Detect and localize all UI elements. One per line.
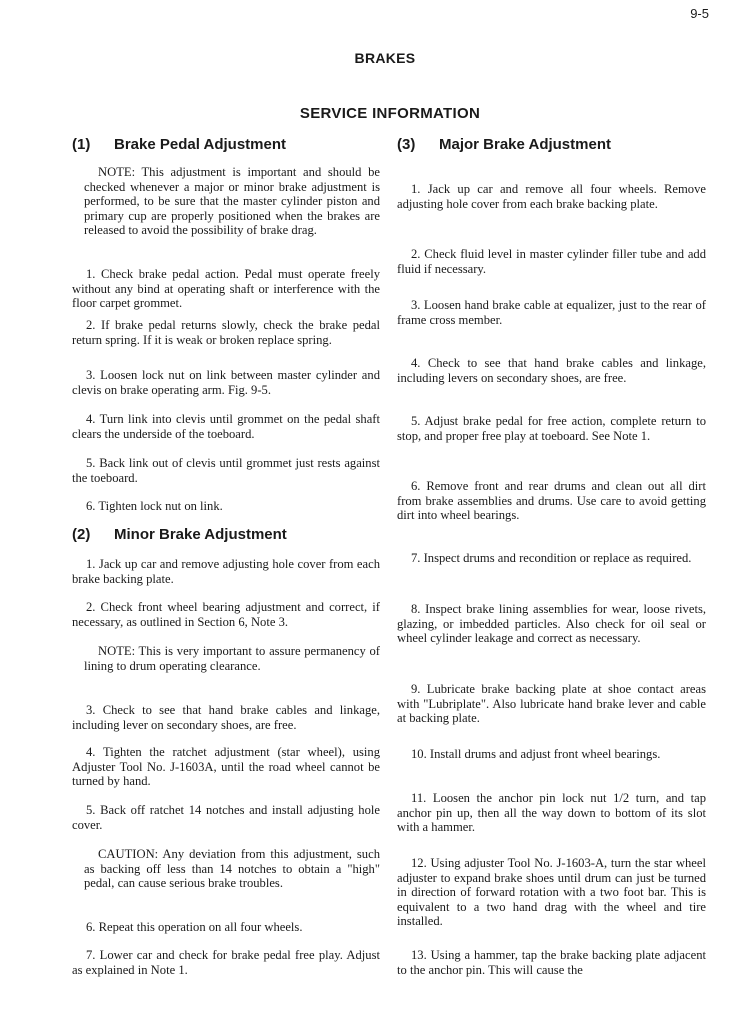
section-heading-major-brake-adjustment [397, 136, 611, 153]
caution-paragraph: CAUTION: Any deviation from this adjustment, such as backing off less than 14 notches to obtain a "high" pedal, can cause serious brake troubles. [84, 847, 380, 891]
step-paragraph: 1. Jack up car and remove adjusting hole cover from each brake backing plate. [72, 557, 380, 586]
step-paragraph: 1. Check brake pedal action. Pedal must operate freely without any bind at operating shaft or interference with the floor carpet grommet. [72, 267, 380, 311]
section-number: (3) [397, 136, 416, 153]
step-paragraph: 3. Loosen lock nut on link between master cylinder and clevis on brake operating arm. Fig. 9-5. [72, 368, 380, 397]
section-number: (2) [72, 526, 91, 543]
step-paragraph: 7. Lower car and check for brake pedal free play. Adjust as explained in Note 1. [72, 948, 380, 977]
step-paragraph: 9. Lubricate brake backing plate at shoe contact areas with "Lubriplate". Also lubricate hand brake lever and cable at backing plate. [397, 682, 706, 726]
step-paragraph: 5. Back link out of clevis until grommet just rests against the toeboard. [72, 456, 380, 485]
step-paragraph: 3. Loosen hand brake cable at equalizer, just to the rear of frame cross member. [397, 298, 706, 327]
step-paragraph: 10. Install drums and adjust front wheel bearings. [411, 747, 661, 761]
step-paragraph: 3. Check to see that hand brake cables and linkage, including lever on secondary shoes, are free. [72, 703, 380, 732]
note-paragraph: NOTE: This adjustment is important and should be checked whenever a major or minor brake adjustment is performed, to be sure that the master cylinder piston and primary cup are properly positioned when the brakes are released to avoid the possibility of brake drag. [84, 165, 380, 238]
step-paragraph: 4. Check to see that hand brake cables and linkage, including levers on secondary shoes, are free. [397, 356, 706, 385]
section-number: (1) [72, 136, 91, 153]
section-heading-text: Major Brake Adjustment [439, 136, 611, 153]
step-paragraph: 8. Inspect brake lining assemblies for wear, loose rivets, glazing, or imbedded particles. Also check for oil seal or wheel cylinder leakage and correct as necessary. [397, 602, 706, 646]
step-paragraph: 7. Inspect drums and recondition or replace as required. [411, 551, 692, 565]
section-title: SERVICE INFORMATION [299, 105, 481, 122]
section-heading-text: Minor Brake Adjustment [114, 526, 287, 543]
step-paragraph: 4. Tighten the ratchet adjustment (star wheel), using Adjuster Tool No. J-1603A, until the road wheel cannot be turned by hand. [72, 745, 380, 789]
section-heading-text: Brake Pedal Adjustment [114, 136, 286, 153]
step-paragraph: 6. Remove front and rear drums and clean out all dirt from brake assemblies and drums. Use care to avoid getting dirt into wheel bearings. [397, 479, 706, 523]
step-paragraph: 11. Loosen the anchor pin lock nut 1/2 turn, and tap anchor pin up, then all the way down to bottom of its slot with a hammer. [397, 791, 706, 835]
step-paragraph: 1. Jack up car and remove all four wheels. Remove adjusting hole cover from each brake backing plate. [397, 182, 706, 211]
step-paragraph: 13. Using a hammer, tap the brake backing plate adjacent to the anchor pin. This will cause the [397, 948, 706, 977]
chapter-title: BRAKES [354, 50, 416, 66]
step-paragraph: 2. Check fluid level in master cylinder filler tube and add fluid if necessary. [397, 247, 706, 276]
step-paragraph: 6. Tighten lock nut on link. [86, 499, 223, 513]
page-number: 9-5 [690, 6, 709, 21]
step-paragraph: 6. Repeat this operation on all four wheels. [86, 920, 303, 934]
step-paragraph: 12. Using adjuster Tool No. J-1603-A, turn the star wheel adjuster to expand brake shoes until drum can just be turned in direction of forward rotation with a two foot bar. This is equivalent to a two hand drag with the wheel and tire installed. [397, 856, 706, 929]
step-paragraph: 5. Back off ratchet 14 notches and install adjusting hole cover. [72, 803, 380, 832]
section-heading-minor-brake-adjustment [72, 526, 287, 543]
note-paragraph: NOTE: This is very important to assure permanency of lining to drum operating clearance. [84, 644, 380, 673]
section-heading-brake-pedal-adjustment [72, 136, 286, 153]
step-paragraph: 2. Check front wheel bearing adjustment and correct, if necessary, as outlined in Section 6, Note 3. [72, 600, 380, 629]
step-paragraph: 5. Adjust brake pedal for free action, complete return to stop, and proper free play at toeboard. See Note 1. [397, 414, 706, 443]
step-paragraph: 4. Turn link into clevis until grommet on the pedal shaft clears the underside of the toeboard. [72, 412, 380, 441]
step-paragraph: 2. If brake pedal returns slowly, check the brake pedal return spring. If it is weak or broken replace spring. [72, 318, 380, 347]
